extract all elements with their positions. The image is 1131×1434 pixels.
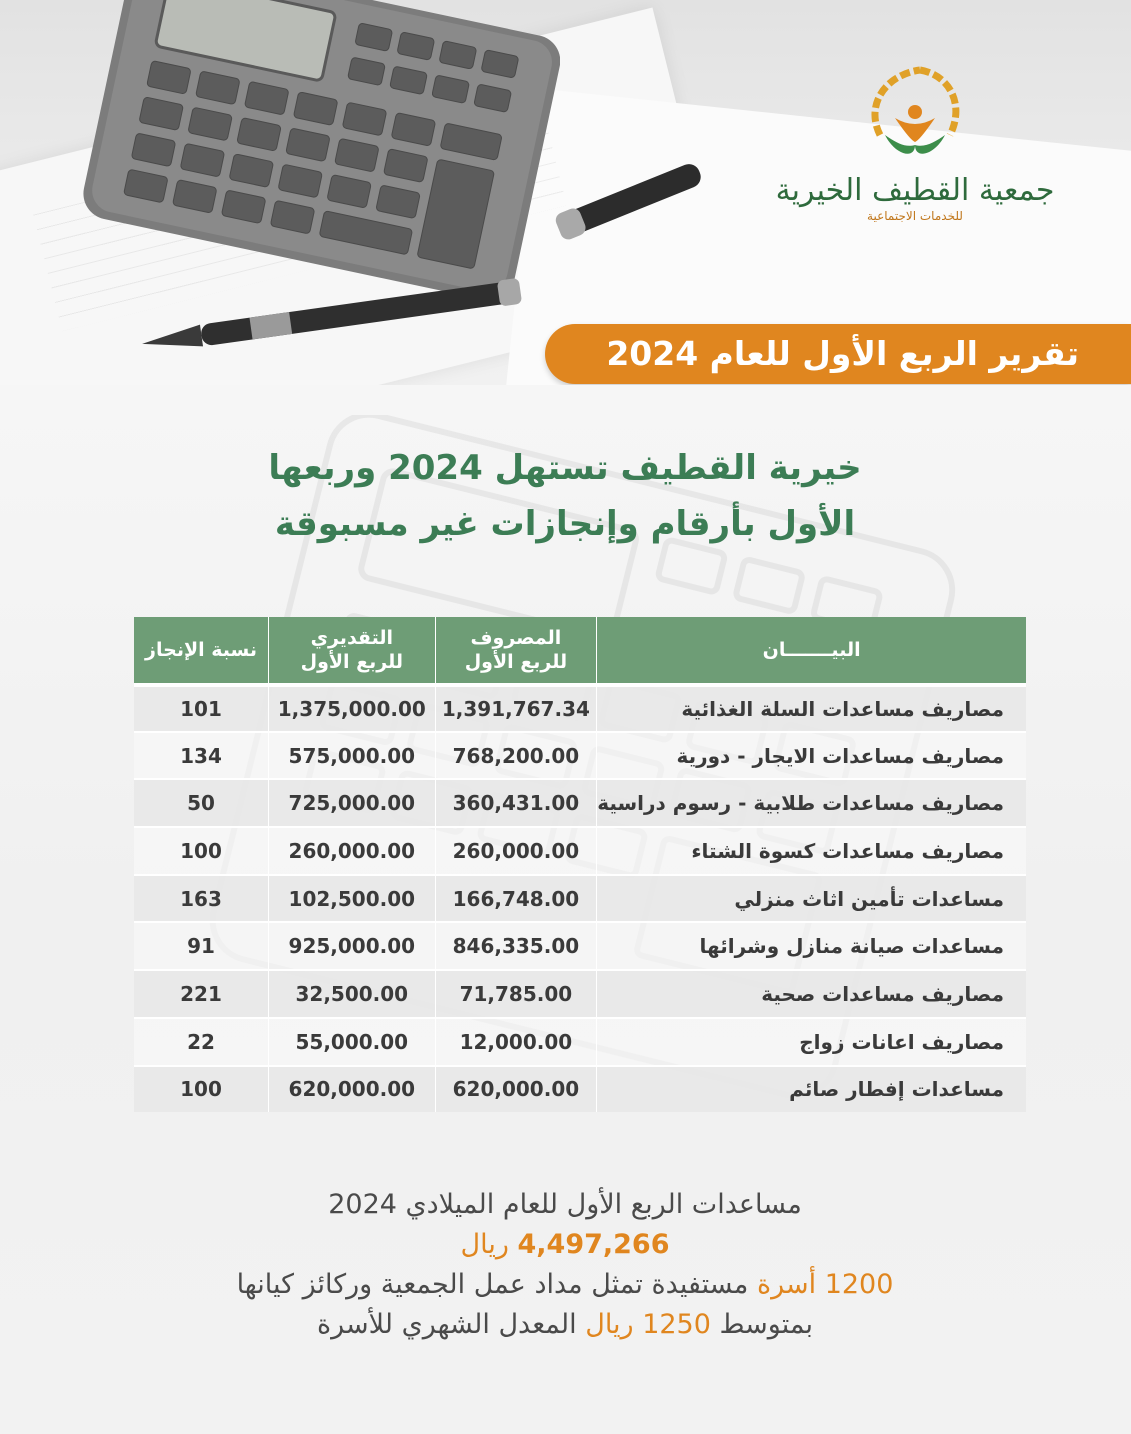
summary-average-amount: 1250 [642, 1309, 711, 1340]
row-estimated: 620,000.00 [268, 1065, 435, 1113]
logo-name: جمعية القطيف الخيرية [775, 173, 1055, 208]
summary-families-count: 1200 [824, 1269, 894, 1300]
table-row [134, 969, 1026, 1017]
logo-subtitle: للخدمات الاجتماعية [867, 209, 963, 223]
header-spent-line-1: المصروف [470, 627, 562, 649]
row-percent: 101 [134, 683, 268, 731]
row-estimated: 32,500.00 [268, 969, 435, 1017]
summary-average-prefix: بمتوسط [719, 1309, 813, 1340]
report-body [0, 385, 1131, 1434]
calculator-illustration [60, 0, 560, 300]
row-percent: 100 [134, 826, 268, 874]
row-spent: 71,785.00 [435, 969, 597, 1017]
header-spent-line-2: للربع الأول [464, 651, 568, 673]
table-row [134, 921, 1026, 969]
summary-average-currency: ريال [585, 1309, 634, 1340]
summary-line-2 [140, 1225, 990, 1265]
report-title-banner [545, 324, 1131, 384]
row-spent: 620,000.00 [435, 1065, 597, 1113]
report-headline [200, 440, 930, 552]
summary-families-label: أسرة [756, 1269, 817, 1300]
headline-line-2: الأول بأرقام وإنجازات غير مسبوقة [274, 504, 856, 544]
table-row [134, 778, 1026, 826]
table-row [134, 826, 1026, 874]
summary-families-text: مستفيدة تمثل مداد عمل الجمعية وركائز كيانها [236, 1269, 749, 1300]
wheat-hands-logo-icon [860, 60, 970, 170]
row-percent: 22 [134, 1017, 268, 1065]
row-estimated: 260,000.00 [268, 826, 435, 874]
row-estimated: 55,000.00 [268, 1017, 435, 1065]
header-spent [435, 617, 597, 683]
row-description: مصاريف مساعدات الايجار - دورية [596, 731, 1026, 779]
row-spent: 166,748.00 [435, 874, 597, 922]
table-header-row [134, 617, 1026, 683]
row-estimated: 1,375,000.00 [268, 683, 435, 731]
expenses-table [134, 617, 1026, 1112]
summary-line-3 [140, 1265, 990, 1305]
row-spent: 768,200.00 [435, 731, 597, 779]
row-percent: 221 [134, 969, 268, 1017]
row-description: مساعدات إفطار صائم [596, 1065, 1026, 1113]
row-percent: 50 [134, 778, 268, 826]
row-estimated: 925,000.00 [268, 921, 435, 969]
row-spent: 260,000.00 [435, 826, 597, 874]
row-percent: 134 [134, 731, 268, 779]
report-title: تقرير الربع الأول للعام 2024 [606, 334, 1079, 373]
summary-block [140, 1185, 990, 1345]
row-estimated: 575,000.00 [268, 731, 435, 779]
headline-line-1: خيرية القطيف تستهل 2024 وربعها [268, 448, 862, 488]
table-row [134, 1065, 1026, 1113]
header-estimated-line-1: التقديري [310, 627, 393, 649]
summary-average-suffix: المعدل الشهري للأسرة [316, 1309, 577, 1340]
pen-cap-illustration [545, 140, 715, 260]
summary-line-1: مساعدات الربع الأول للعام الميلادي 2024 [328, 1189, 802, 1220]
association-logo [760, 60, 1070, 235]
row-percent: 91 [134, 921, 268, 969]
row-description: مساعدات تأمين اثاث منزلي [596, 874, 1026, 922]
row-spent: 360,431.00 [435, 778, 597, 826]
row-description: مصاريف مساعدات كسوة الشتاء [596, 826, 1026, 874]
header-photo [0, 0, 1131, 385]
row-description: مصاريف مساعدات السلة الغذائية [596, 683, 1026, 731]
row-description: مساعدات صيانة منازل وشرائها [596, 921, 1026, 969]
header-estimated-line-2: للربع الأول [300, 651, 403, 673]
table-row [134, 731, 1026, 779]
table-row [134, 683, 1026, 731]
row-spent: 12,000.00 [435, 1017, 597, 1065]
row-estimated: 102,500.00 [268, 874, 435, 922]
summary-total-currency: ريال [460, 1229, 509, 1260]
pen-illustration [140, 270, 540, 360]
table-row [134, 874, 1026, 922]
header-estimated [268, 617, 435, 683]
header-percent: نسبة الإنجاز [134, 617, 268, 683]
table-row [134, 1017, 1026, 1065]
row-description: مصاريف مساعدات طلابية - رسوم دراسية [596, 778, 1026, 826]
row-spent: 846,335.00 [435, 921, 597, 969]
row-spent: 1,391,767.34 [435, 683, 597, 731]
header-description: البيـــــــان [596, 617, 1026, 683]
row-estimated: 725,000.00 [268, 778, 435, 826]
row-percent: 100 [134, 1065, 268, 1113]
row-description: مصاريف مساعدات صحية [596, 969, 1026, 1017]
row-percent: 163 [134, 874, 268, 922]
row-description: مصاريف اعانات زواج [596, 1017, 1026, 1065]
summary-total-amount: 4,497,266 [517, 1229, 670, 1260]
summary-line-4 [140, 1305, 990, 1345]
